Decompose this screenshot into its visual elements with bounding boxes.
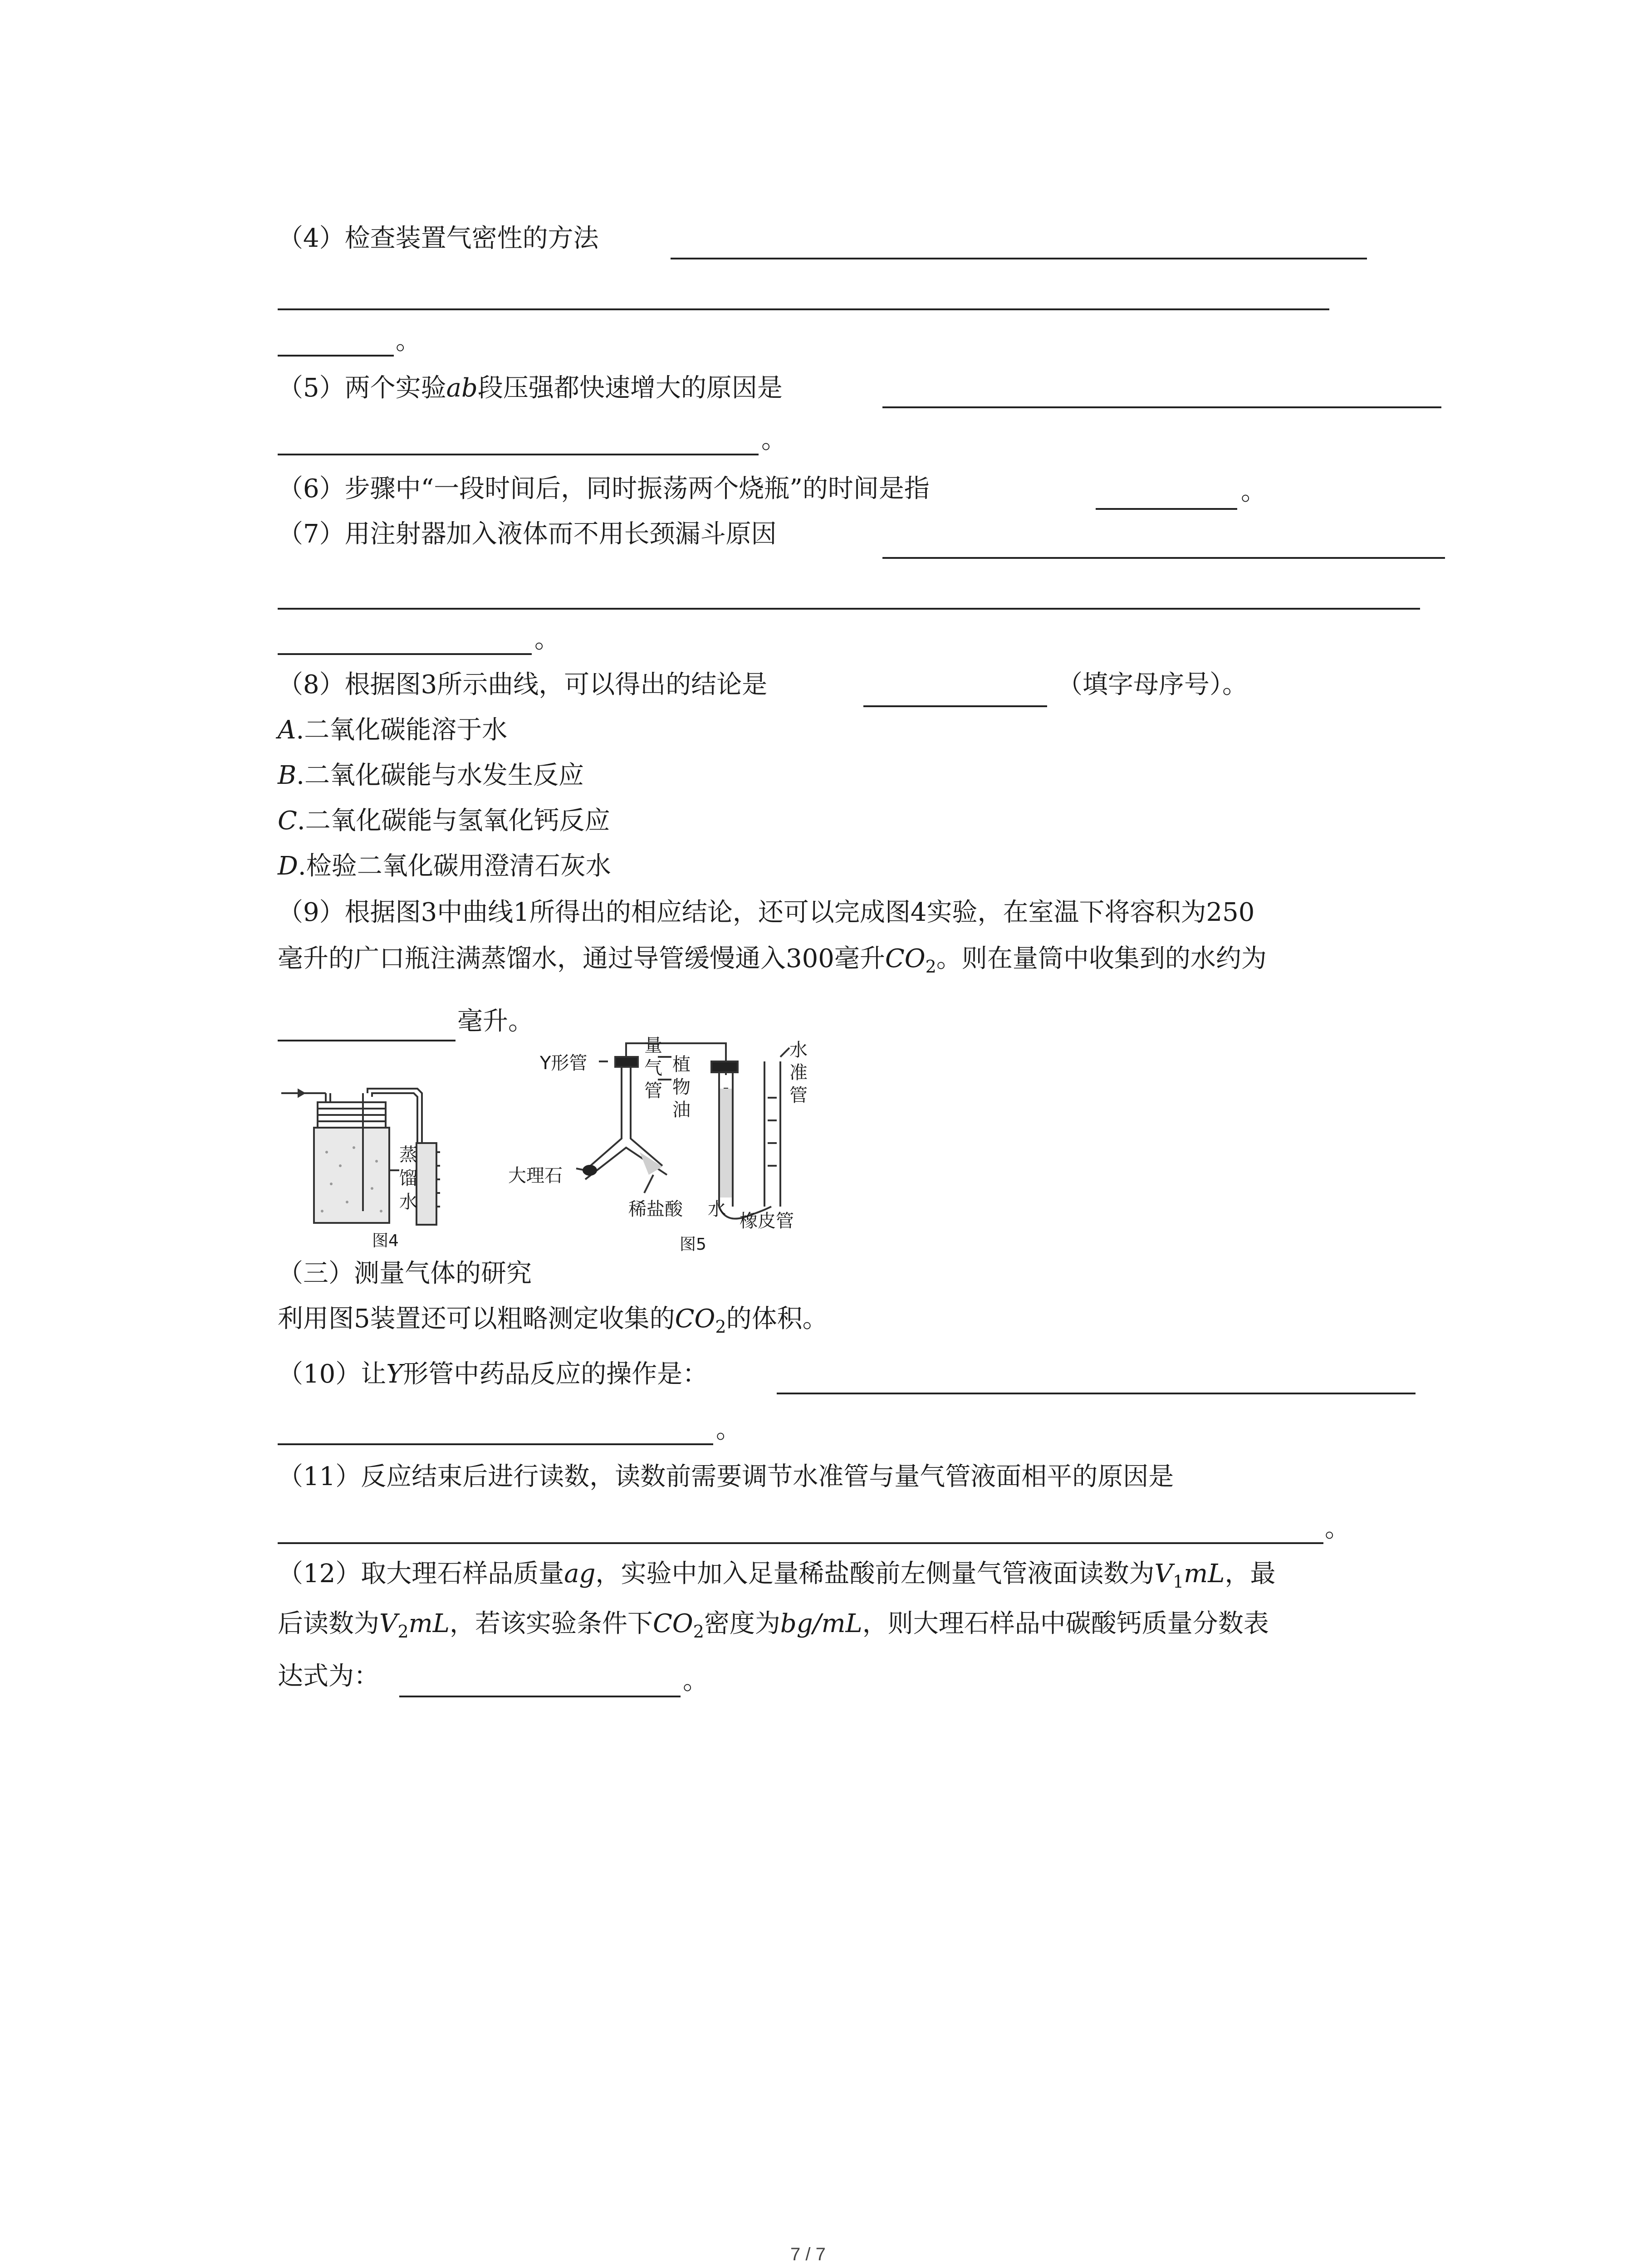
q8-option-d: D.检验二氧化碳用澄清石灰水 xyxy=(278,851,611,881)
q8-answer-line[interactable] xyxy=(863,705,1047,707)
figure-5-label-gas-tube: 量气管 xyxy=(644,1035,662,1101)
q6-answer-line[interactable] xyxy=(1096,508,1237,510)
figure-4-diagram xyxy=(272,1075,490,1247)
q10-answer-line-1[interactable] xyxy=(777,1393,1416,1394)
figure-5-label-y-tube: Y形管 xyxy=(540,1053,588,1074)
q4-answer-line-1[interactable] xyxy=(671,258,1367,259)
q11-answer-line[interactable] xyxy=(278,1542,1323,1544)
q6-end: 。 xyxy=(1241,477,1266,506)
q11-end: 。 xyxy=(1325,1514,1350,1543)
q6-question: （6）步骤中“一段时间后，同时振荡两个烧瓶”的时间是指 xyxy=(278,474,930,503)
figure-5-label-marble: 大理石 xyxy=(508,1165,563,1186)
section-3-intro: 利用图5装置还可以粗略测定收集的$CO_2$的体积。 xyxy=(278,1304,828,1337)
figure-5-label-acid: 稀盐酸 xyxy=(628,1199,683,1220)
figure-5-label-level-tube: 水准管 xyxy=(789,1040,808,1106)
q7-label: （7）用注射器加入液体而不用长颈漏斗原因 xyxy=(278,519,777,549)
q4-label: （4）检查装置气密性的方法 xyxy=(278,224,599,253)
q5-question: （5）两个实验ab段压强都快速增大的原因是 xyxy=(278,373,783,403)
q7-answer-line-2[interactable] xyxy=(278,608,1420,610)
q9-answer-line[interactable] xyxy=(278,1040,456,1041)
q9-unit: 毫升。 xyxy=(457,1007,534,1036)
q12-line-1: （12）取大理石样品质量ag，实验中加入足量稀盐酸前左侧量气管液面读数为$V_1mL$，最 xyxy=(278,1559,1276,1592)
q11-question: （11）反应结束后进行读数，读数前需要调节水准管与量气管液面相平的原因是 xyxy=(278,1462,1174,1491)
figure-5-label-oil: 植物油 xyxy=(672,1054,691,1120)
q7-answer-line-3[interactable] xyxy=(278,653,532,655)
q9-line-1: （9）根据图3中曲线1所得出的相应结论，还可以完成图4实验，在室温下将容积为250 xyxy=(278,898,1255,927)
q9-line-2: 毫升的广口瓶注满蒸馏水，通过导管缓慢通入300毫升$CO_2$。则在量筒中收集到的水约为 xyxy=(278,944,1267,977)
figure-4-label: 蒸馏水 xyxy=(399,1144,417,1212)
q7-answer-line-1[interactable] xyxy=(882,557,1445,559)
q5-end: 。 xyxy=(761,425,787,455)
q4-end: 。 xyxy=(396,326,421,356)
q10-end: 。 xyxy=(716,1415,741,1444)
q10-question: （10）让Y形管中药品反应的操作是： xyxy=(278,1359,708,1389)
figure-5-caption: 图5 xyxy=(680,1235,706,1254)
q4-answer-line-3[interactable] xyxy=(278,355,394,357)
q4-answer-line-2[interactable] xyxy=(278,308,1329,310)
q8-option-b: B.二氧化碳能与水发生反应 xyxy=(278,761,584,790)
q12-answer-line[interactable] xyxy=(399,1696,681,1697)
q7-end: 。 xyxy=(534,625,560,654)
page-number: 7 / 7 xyxy=(790,2244,826,2264)
figure-5-label-water: 水 xyxy=(708,1199,726,1220)
q8-hint: （填字母序号）。 xyxy=(1057,670,1248,699)
figure-5-label-rubber: 橡皮管 xyxy=(740,1211,794,1232)
q12-end: 。 xyxy=(683,1666,708,1696)
section-3-title: （三）测量气体的研究 xyxy=(278,1259,532,1288)
q12-line-2: 后读数为$V_2mL$，若该实验条件下$CO_2$密度为bg/mL，则大理石样品中碳酸钙质量分数表 xyxy=(278,1609,1269,1642)
figure-4-caption: 图4 xyxy=(372,1232,399,1250)
q8-question: （8）根据图3所示曲线，可以得出的结论是 xyxy=(278,670,768,699)
q12-line-3: 达式为： xyxy=(278,1662,379,1691)
q5-answer-line-2[interactable] xyxy=(278,454,759,455)
q10-answer-line-2[interactable] xyxy=(278,1443,713,1445)
q8-option-a: A.二氧化碳能溶于水 xyxy=(278,715,508,745)
q8-option-c: C.二氧化碳能与氢氧化钙反应 xyxy=(278,806,610,836)
q5-answer-line-1[interactable] xyxy=(882,406,1441,408)
